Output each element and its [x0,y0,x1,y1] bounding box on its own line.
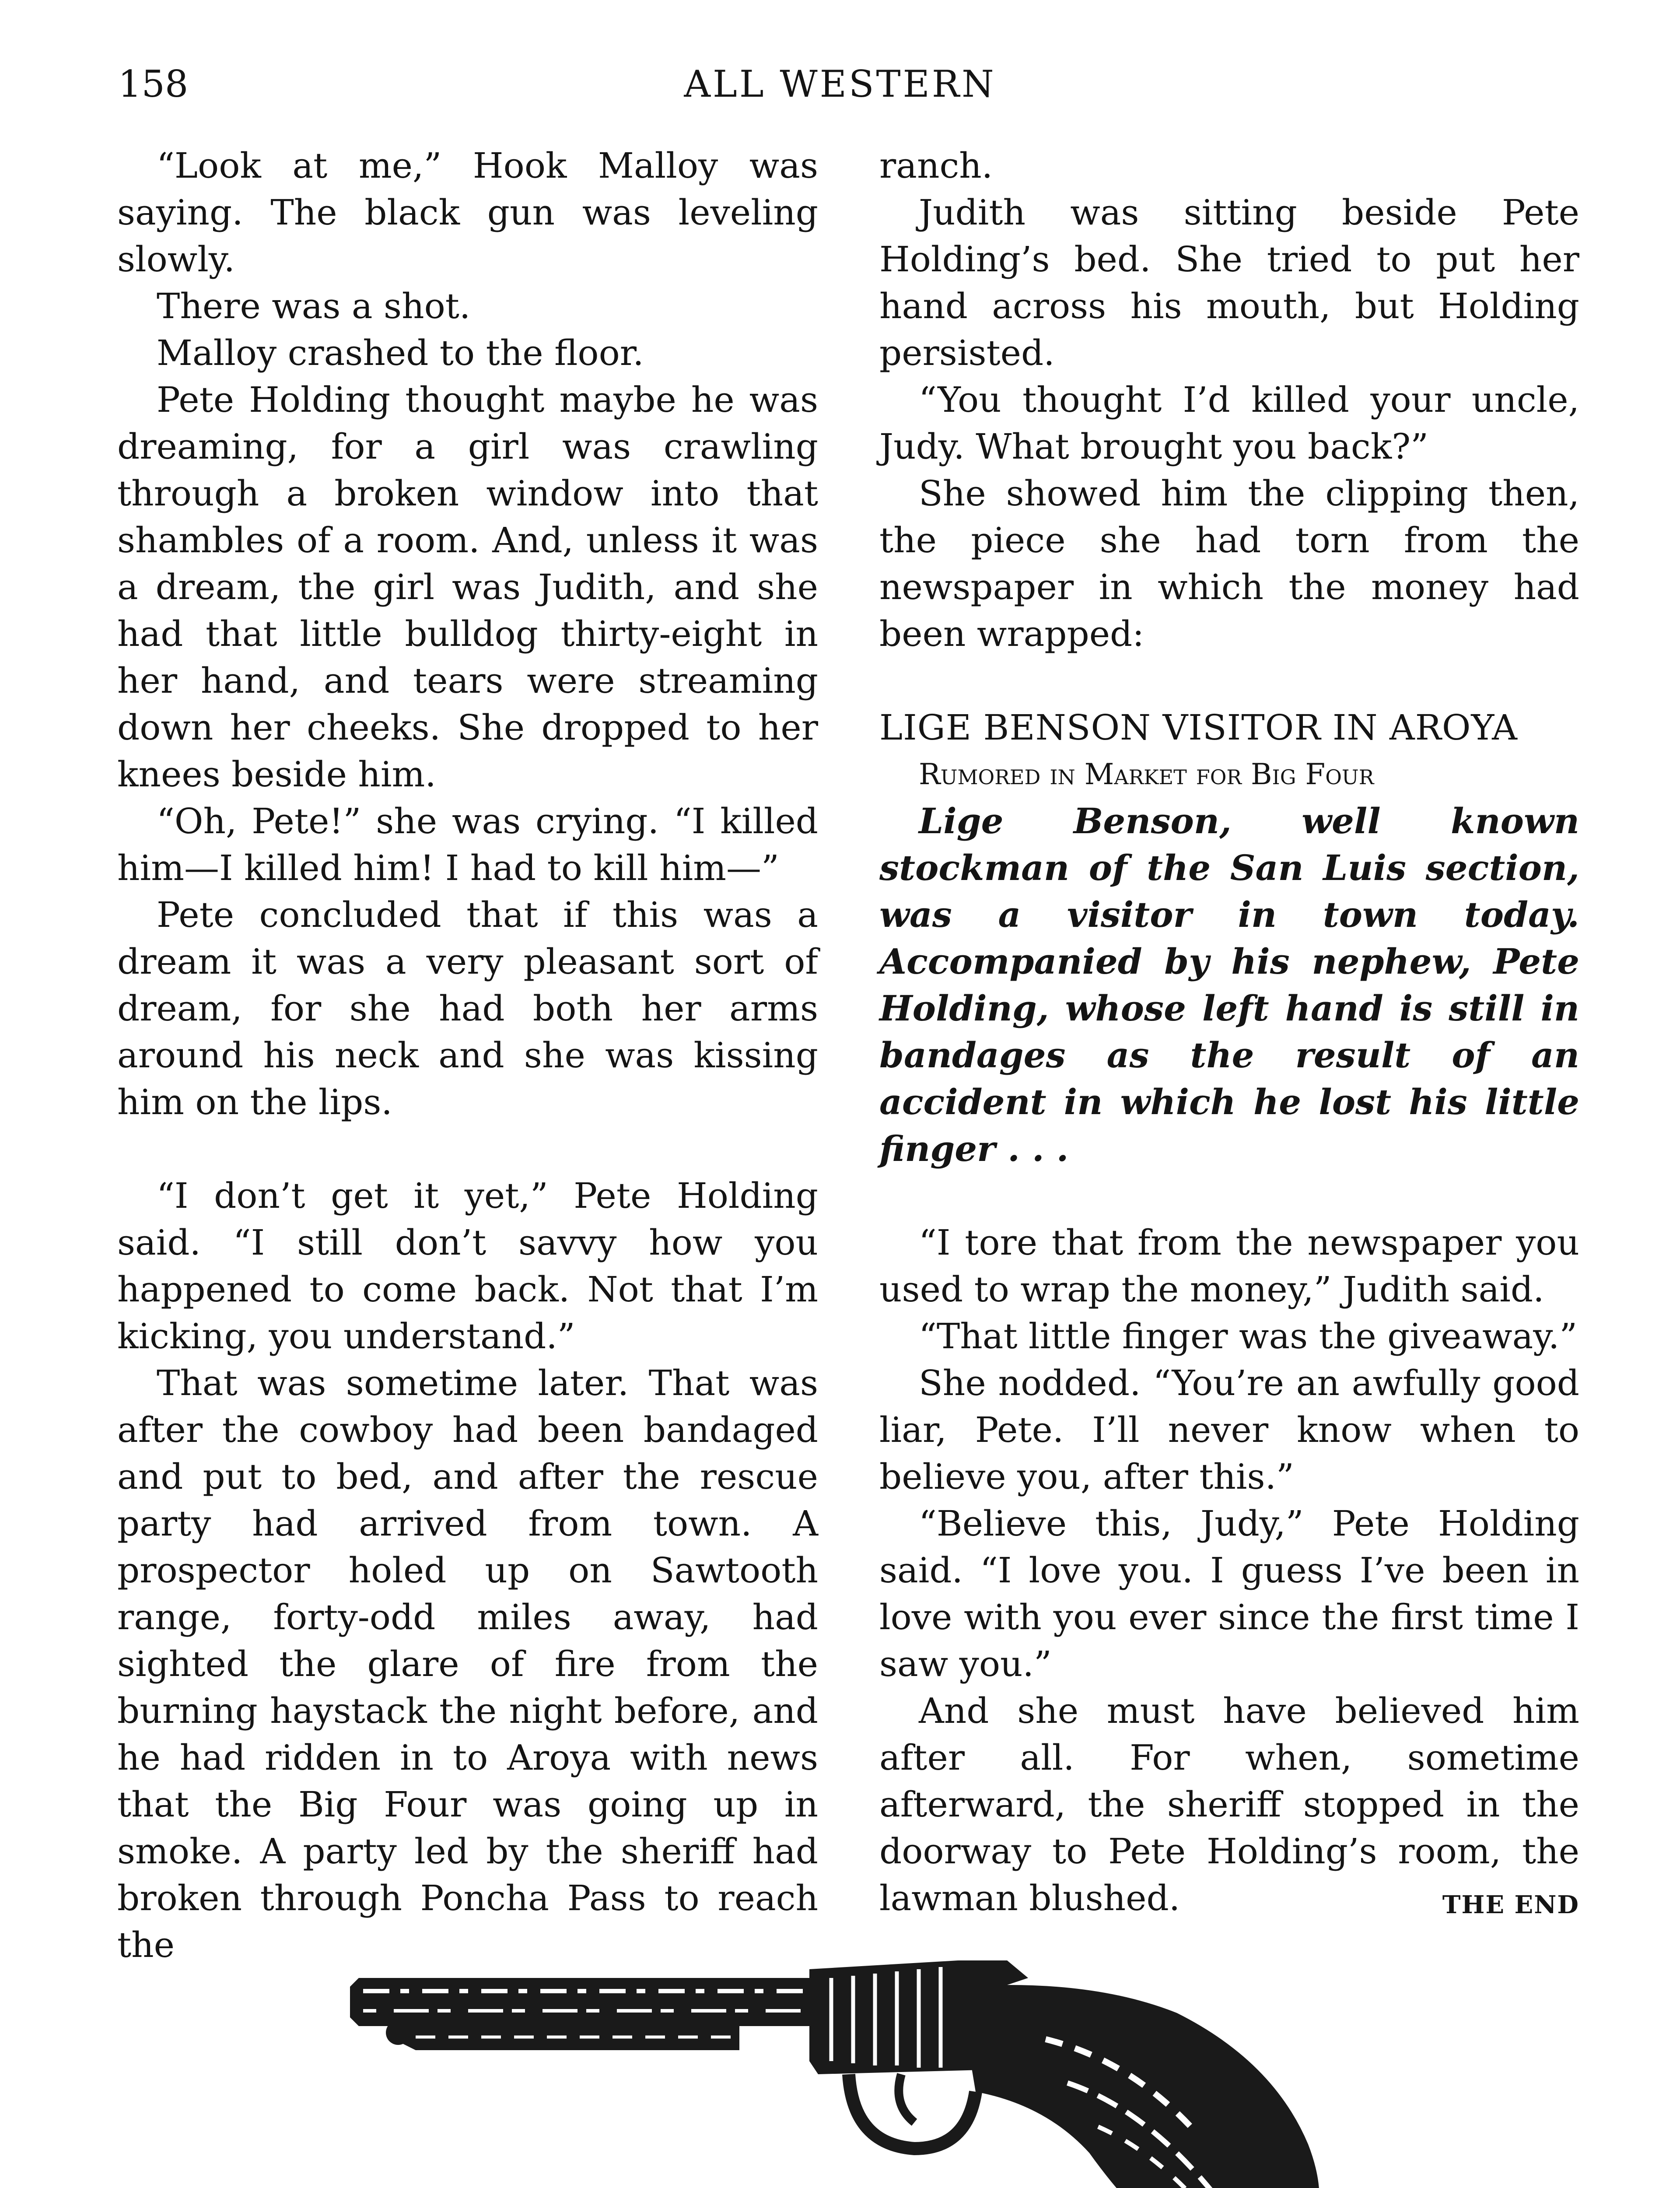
paragraph: She showed him the clipping then, the piece she had torn from the newspaper in which the money had been wrapped: [879,473,1579,654]
revolver-icon [346,1960,1352,2188]
end-mark: THE END [1442,1890,1579,1919]
paragraph: “Believe this, Judy,” Pete Holding said. “I love you. I guess I’ve been in love with you ever since the first time I saw you.” [879,1503,1579,1684]
paragraph: ranch. [879,145,993,186]
paragraph: Pete Holding thought maybe he was dreaming, for a girl was crawling through a broken window into that shambles of a room. And, unless it was a dream, the girl was Judith, and she had that little bulldog thirty-eight in her hand, and tears were streaming down her cheeks. She dropped to her knees beside him. [117,379,818,795]
left-column [117,142,818,1968]
page-number: 158 [118,63,189,105]
final-paragraph [879,1687,1579,1922]
paragraph: There was a shot. [157,286,471,326]
paragraph: Judith was sitting beside Pete Holding’s bed. She tried to put her hand across his mouth, but Holding persisted. [879,192,1579,373]
paragraph: “Look at me,” Hook Malloy was saying. The black gun was leveling slowly. [117,145,818,280]
paragraph: “Oh, Pete!” she was crying. “I killed him—I killed him! I had to kill him—” [117,801,818,888]
paragraph: She nodded. “You’re an awfully good liar, Pete. I’ll never know when to believe you, after this.” [879,1363,1579,1497]
paragraph: “That little finger was the giveaway.” [919,1316,1578,1357]
newspaper-clipping [879,704,1579,1172]
paragraph: Malloy crashed to the floor. [157,333,644,373]
right-column [879,142,1579,1929]
clipping-headline: LIGE BENSON VISITOR IN AROYA [879,707,1518,748]
paragraph: “I tore that from the newspaper you used to wrap the money,” Judith said. [879,1222,1579,1310]
paragraph: “You thought I’d killed your uncle, Judy. What brought you back?” [879,379,1579,467]
paragraph: Pete concluded that if this was a dream it was a very pleasant sort of dream, for she had both her arms around his neck and she was kissing him on the lips. [117,894,818,1122]
paragraph-text: And she must have believed him after all. For when, sometime afterward, the sheriff stopped in the doorway to Pete Holding’s room, the lawman blushed. [879,1690,1579,1918]
paragraph: That was sometime later. That was after the cowboy had been bandaged and put to bed, and after the rescue party had arrived from town. A prospector holed up on Sawtooth range, forty-odd miles away, had sighted the glare of fire from the burning haystack the night before, and he had ridden in to Aroya with news that the Big Four was going up in smoke. A party led by the sheriff had broken through Poncha Pass to reach the [117,1363,818,1965]
clipping-subheadline: Rumored in Market for Big Four [919,757,1374,791]
clipping-body: Lige Benson, well known stockman of the San Luis section, was a visitor in town today. Accompanied by his nephew, Pete Holding, whose left hand is still in bandages as the result of an accident in which he lost his little finger . . . [879,800,1579,1169]
running-head: ALL WESTERN [684,63,996,105]
paragraph: “I don’t get it yet,” Pete Holding said. “I still don’t savvy how you happened to come back. Not that I’m kicking, you understand.” [117,1175,818,1357]
